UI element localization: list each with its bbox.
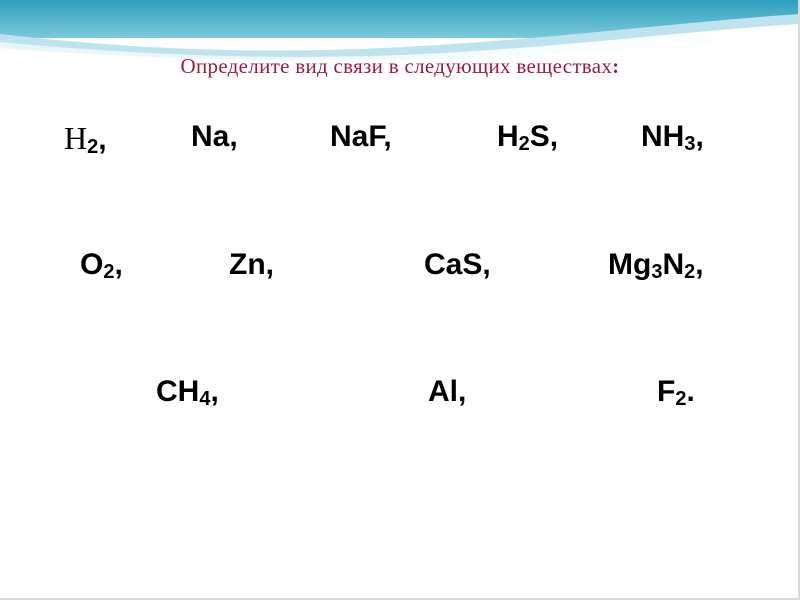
formula-al: Al, [428,375,467,408]
formula-o2: O2, [80,248,123,283]
page-title: Определите вид связи в следующих веществах: [180,54,620,78]
formula-zn: Zn, [229,248,274,281]
formula-mg3n2: Mg3N2, [608,248,704,283]
formula-nh3: NH3, [641,120,704,155]
formula-na: Na, [191,120,238,153]
formula-naf: NaF, [330,120,392,153]
formula-f2: F2. [657,375,695,410]
formula-h2s: H2S, [497,120,559,155]
formula-ch4: CH4, [156,375,219,410]
formula-cas: CaS, [424,248,491,281]
formula-h2: H2, [64,120,107,158]
decorative-wave-banner [0,0,800,60]
